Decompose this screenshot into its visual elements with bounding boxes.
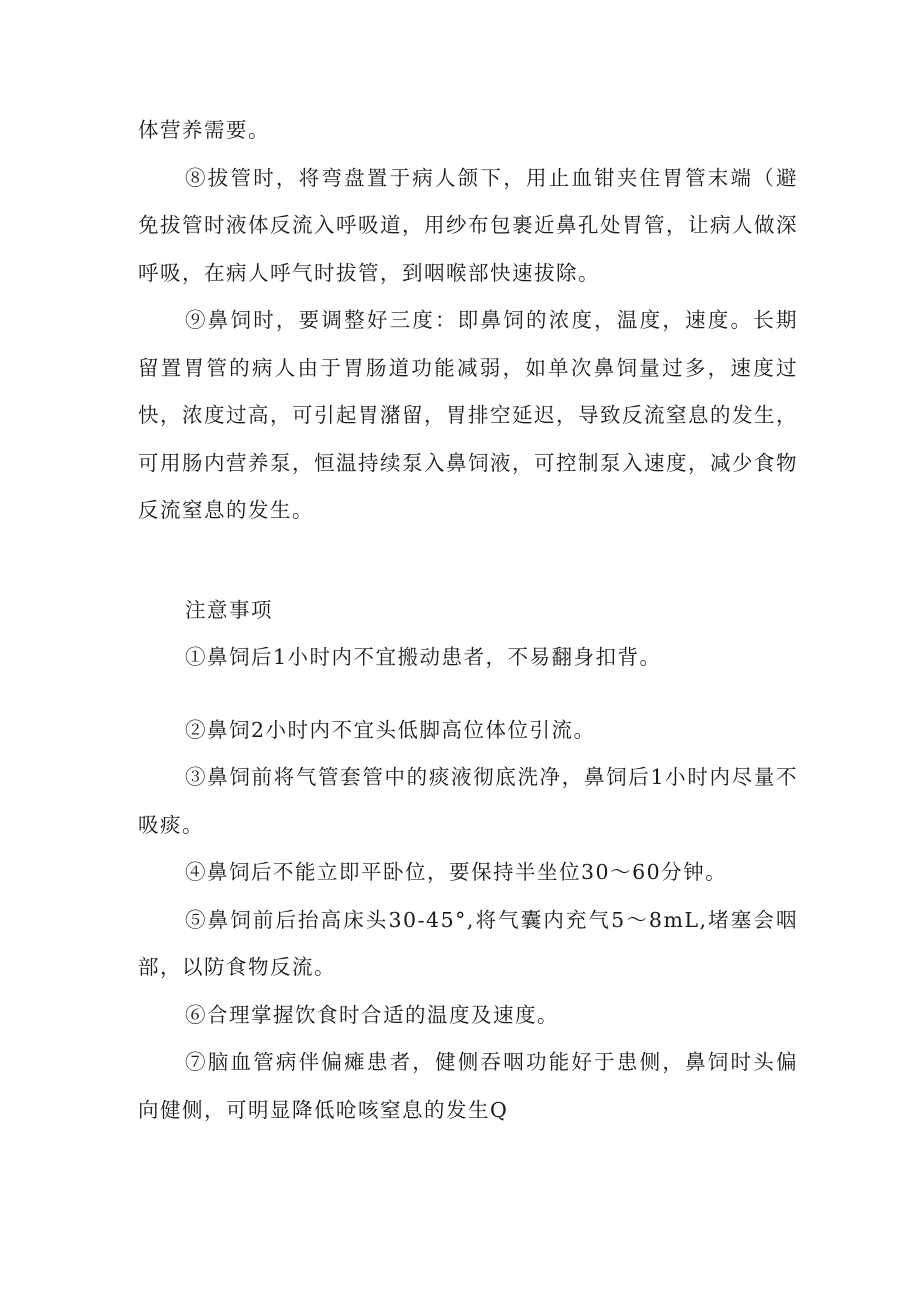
document-page bbox=[138, 107, 798, 1134]
note-item-3: ③鼻饲前将气管套管中的痰液彻底洗净，鼻饲后1小时内尽量不吸痰。 bbox=[138, 765, 798, 837]
paragraph-item-9: ⑨鼻饲时，要调整好三度：即鼻饲的浓度，温度，速度。长期留置胃管的病人由于胃肠道功能减弱，如单次鼻饲量过多，速度过快，浓度过高，可引起胃潴留，胃排空延迟，导致反流窒息的发生，可用肠内营养泵，恒温持续泵入鼻饲液，可控制泵入速度，减少食物反流窒息的发生。 bbox=[138, 308, 798, 522]
section-heading-notes: 注意事项 bbox=[185, 597, 273, 622]
note-item-7: ⑦脑血管病伴偏瘫患者，健侧吞咽功能好于患侧，鼻饲时头偏向健侧，可明显降低呛咳窒息的发生Q bbox=[138, 1050, 798, 1122]
note-item-5: ⑤鼻饲前后抬高床头30-45°,将气囊内充气5～8mL,堵塞会咽部，以防食物反流。 bbox=[138, 907, 798, 979]
paragraph-item-8: ⑧拔管时，将弯盘置于病人颌下，用止血钳夹住胃管末端（避免拔管时液体反流入呼吸道，用纱布包裹近鼻孔处胃管，让病人做深呼吸，在病人呼气时拔管，到咽喉部快速拔除。 bbox=[138, 165, 798, 285]
note-item-4: ④鼻饲后不能立即平卧位，要保持半坐位30～60分钟。 bbox=[185, 860, 728, 884]
paragraph-continuation: 体营养需要。 bbox=[138, 118, 270, 142]
note-item-2: ②鼻饲2小时内不宜头低脚高位体位引流。 bbox=[185, 717, 596, 742]
note-item-1: ①鼻饲后1小时内不宜搬动患者，不易翻身扣背。 bbox=[185, 645, 662, 669]
note-item-6: ⑥合理掌握饮食时合适的温度及速度。 bbox=[185, 1002, 559, 1027]
